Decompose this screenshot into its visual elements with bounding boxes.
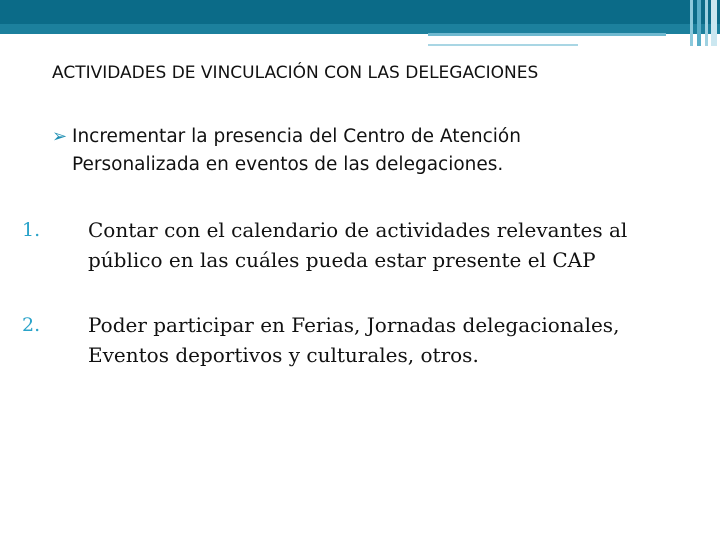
arrow-bullet-icon: ➢ xyxy=(52,126,68,147)
numbered-item xyxy=(22,215,672,275)
bullet-text-line2: Personalizada en eventos de las delegaciones. xyxy=(72,154,504,175)
item-number: 1. xyxy=(22,219,41,241)
numbered-item xyxy=(22,310,672,370)
item-number: 2. xyxy=(22,314,41,336)
bullet-text-line1: Incrementar la presencia del Centro de Atención xyxy=(72,126,521,147)
header-accent-line xyxy=(428,33,666,36)
item-text-line2: Eventos deportivos y culturales, otros. xyxy=(88,343,479,367)
header-accent-line-secondary xyxy=(428,44,578,46)
bullet-point xyxy=(52,123,672,179)
header-band xyxy=(0,0,720,24)
item-text-line1: Poder participar en Ferias, Jornadas delegacionales, xyxy=(88,313,620,337)
header-stripe xyxy=(690,0,693,46)
item-text-line1: Contar con el calendario de actividades relevantes al xyxy=(88,218,628,242)
header-stripe xyxy=(705,0,708,46)
item-text-line2: público en las cuáles pueda estar presente el CAP xyxy=(88,248,596,272)
slide-title: ACTIVIDADES DE VINCULACIÓN CON LAS DELEGACIONES xyxy=(52,63,539,83)
header-stripe xyxy=(711,0,717,46)
header-stripe xyxy=(697,0,701,46)
